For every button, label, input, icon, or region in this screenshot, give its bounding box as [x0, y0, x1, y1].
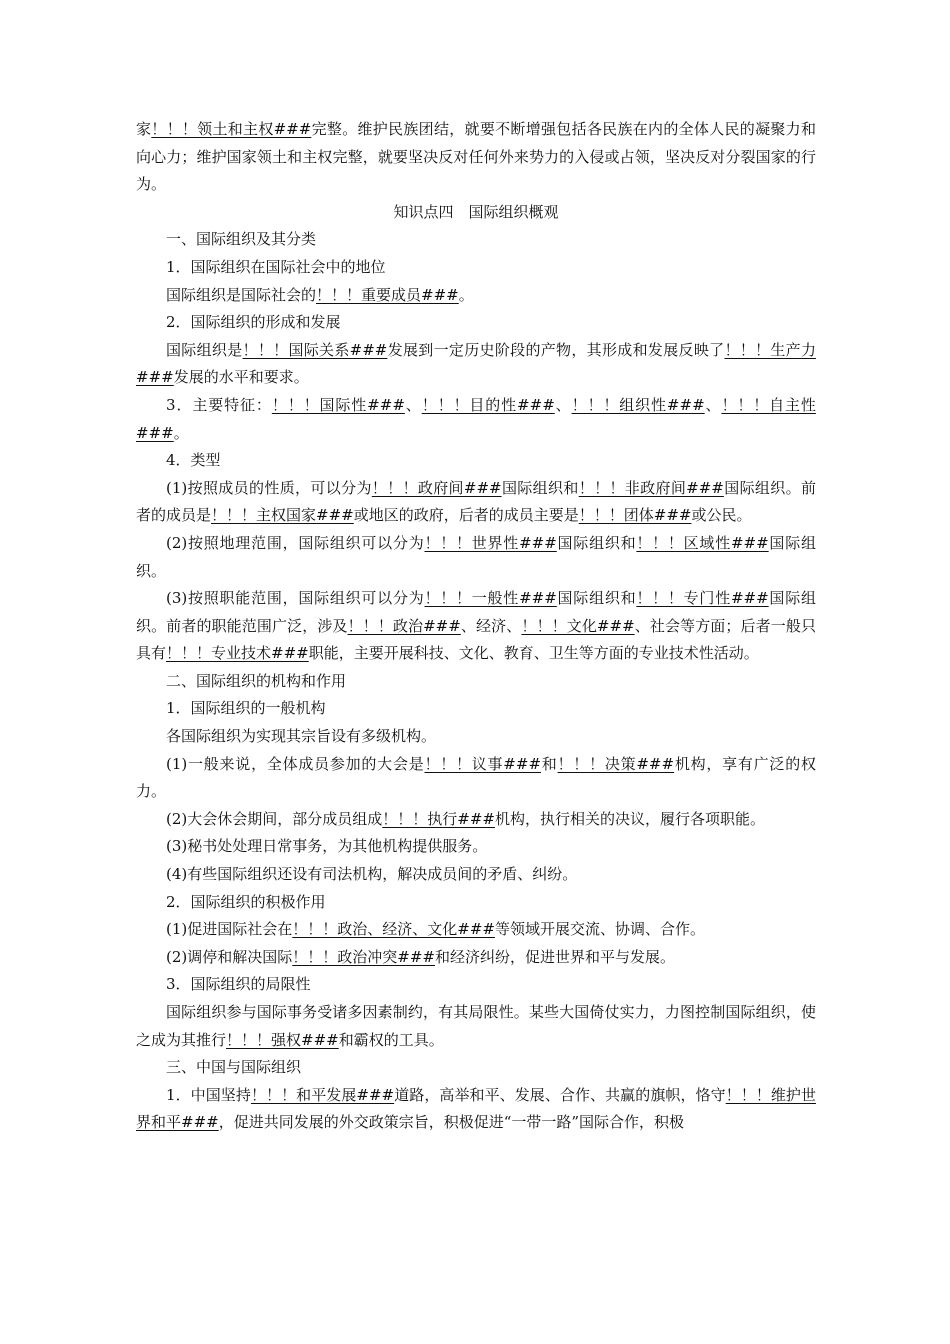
fill-in-blank-answer: ！！！世界性### — [424, 533, 557, 552]
text-run: 、经济、 — [460, 616, 522, 635]
text-run: 一、国际组织及其分类 — [166, 230, 317, 249]
paragraph — [136, 116, 816, 199]
paragraph — [136, 447, 816, 475]
text-run: 道路，高举和平、发展、合作、共赢的旗帜，恪守 — [394, 1085, 726, 1104]
text-run: 国际组织和 — [556, 589, 637, 608]
text-run: 国际组织是国际社会的 — [166, 285, 317, 304]
paragraph — [136, 1054, 816, 1082]
text-run: 3．国际组织的局限性 — [166, 975, 311, 994]
fill-in-blank-answer: ！！！目的性### — [421, 395, 555, 414]
paragraph — [136, 695, 816, 723]
text-run: 4．类型 — [166, 451, 221, 470]
text-run: 等领域开展交流、协调、合作。 — [494, 920, 705, 939]
fill-in-blank-answer: ！！！团体### — [578, 506, 692, 525]
paragraph — [136, 861, 816, 889]
text-run: (2)按照地理范围，国际组织可以分为 — [166, 533, 425, 552]
paragraph — [136, 199, 816, 227]
paragraph — [136, 833, 816, 861]
paragraph — [136, 475, 816, 530]
paragraph — [136, 585, 816, 668]
fill-in-blank-answer: ！！！政治冲突### — [292, 947, 435, 966]
text-run: 国际组织是 — [166, 340, 243, 359]
text-run: 家 — [136, 120, 152, 138]
text-run: 或公民。 — [691, 506, 752, 525]
paragraph — [136, 889, 816, 917]
fill-in-blank-answer: ！！！生产力### — [136, 340, 816, 387]
fill-in-blank-answer: ！！！政府间### — [371, 478, 502, 497]
text-run: 、 — [404, 395, 422, 414]
text-run: 1．中国坚持 — [166, 1085, 251, 1104]
text-run: 和 — [541, 754, 558, 773]
text-run: ，促进共同发展的外交政策宗旨，积极促进“一带一路”国际合作，积极 — [218, 1113, 685, 1132]
fill-in-blank-answer: ！！！强权### — [226, 1030, 339, 1049]
fill-in-blank-answer: ！！！专门性### — [636, 589, 769, 608]
paragraph — [136, 392, 816, 447]
text-run: 2．国际组织的形成和发展 — [166, 313, 341, 332]
text-run: 、 — [554, 395, 572, 414]
paragraph — [136, 971, 816, 999]
fill-in-blank-answer: ！！！和平发展### — [250, 1085, 395, 1104]
fill-in-blank-answer: ！！！文化### — [521, 616, 635, 635]
fill-in-blank-answer: ！！！领土和主权### — [151, 120, 312, 138]
paragraph — [136, 668, 816, 696]
fill-in-blank-answer: ！！！国际关系### — [242, 340, 388, 359]
text-run: 、 — [704, 395, 722, 414]
text-run: 。 — [458, 285, 474, 304]
text-run: 3．主要特征： — [166, 395, 272, 414]
text-run: (3)秘书处处理日常事务，为其他机构提供服务。 — [166, 837, 488, 856]
fill-in-blank-answer: ！！！执行### — [382, 809, 495, 828]
text-run: 和霸权的工具。 — [338, 1030, 444, 1049]
fill-in-blank-answer: ！！！政治### — [347, 616, 461, 635]
fill-in-blank-answer: ！！！一般性### — [424, 589, 557, 608]
paragraph — [136, 751, 816, 806]
fill-in-blank-answer: ！！！专业技术### — [166, 644, 309, 663]
text-run: (1)促进国际社会在 — [166, 920, 293, 939]
text-run: (2)大会休会期间，部分成员组成 — [166, 809, 383, 828]
paragraph — [136, 530, 816, 585]
paragraph — [136, 999, 816, 1054]
text-run: 国际组织。前者的成员是 — [136, 478, 816, 525]
fill-in-blank-answer: ！！！政治、经济、文化### — [292, 920, 495, 939]
text-run: 。 — [173, 423, 189, 442]
paragraph — [136, 309, 816, 337]
paragraph — [136, 226, 816, 254]
paragraph — [136, 916, 816, 944]
text-run: 或地区的政府，后者的成员主要是 — [353, 506, 579, 525]
fill-in-blank-answer: ！！！重要成员### — [316, 285, 459, 304]
fill-in-blank-answer: ！！！议事### — [424, 754, 542, 773]
text-run: 国际组织和 — [501, 478, 579, 497]
text-run: 职能，主要开展科技、文化、教育、卫生等方面的专业技术性活动。 — [308, 644, 759, 663]
text-run: 1．国际组织的一般机构 — [166, 699, 326, 718]
fill-in-blank-answer: ！！！决策### — [557, 754, 675, 773]
text-run: 完整。维护民族团结，就要不断增强包括各民族在内的全体人民的凝聚力和向心力；维护国家领土和主权完整，就要坚决反对任何外来势力的入侵或占领，坚决反对分裂国家的行为。 — [136, 120, 816, 194]
text-run: (1)按照成员的性质，可以分为 — [166, 478, 372, 497]
fill-in-blank-answer: ！！！非政府间### — [578, 478, 724, 497]
text-run: 国际组织参与国际事务受诸多因素制约，有其局限性。某些大国倚仗实力，力图控制国际组织，使之成为其推行 — [136, 1003, 816, 1049]
paragraph — [136, 944, 816, 972]
text-run: 知识点四 国际组织概观 — [393, 202, 559, 221]
fill-in-blank-answer: ！！！国际性### — [271, 395, 405, 414]
text-run: 国际组织。前者的职能范围广泛，涉及 — [136, 589, 816, 635]
fill-in-blank-answer: ！！！维护世界和平### — [136, 1085, 816, 1132]
text-run: 国际组织。 — [136, 533, 816, 580]
text-run: 三、中国与国际组织 — [166, 1058, 302, 1077]
text-run: 、社会等方面；后者一般只具有 — [136, 616, 816, 663]
text-run: 和经济纠纷，促进世界和平与发展。 — [434, 947, 675, 966]
fill-in-blank-answer: ！！！区域性### — [636, 533, 769, 552]
fill-in-blank-answer: ！！！主权国家### — [211, 506, 354, 525]
text-run: 国际组织和 — [556, 533, 637, 552]
paragraph — [136, 337, 816, 392]
paragraph — [136, 254, 816, 282]
fill-in-blank-answer: ！！！组织性### — [571, 395, 705, 414]
text-run: (4)有些国际组织还设有司法机构，解决成员间的矛盾、纠纷。 — [166, 865, 578, 884]
text-run: 1．国际组织在国际社会中的地位 — [166, 257, 386, 276]
paragraph — [136, 1082, 816, 1137]
text-run: 发展的水平和要求。 — [173, 368, 309, 387]
paragraph — [136, 723, 816, 751]
text-run: (1)一般来说，全体成员参加的大会是 — [166, 754, 425, 773]
text-run: 各国际组织为实现其宗旨设有多级机构。 — [166, 727, 437, 746]
text-run: 机构，享有广泛的权力。 — [136, 754, 816, 801]
text-run: (3)按照职能范围，国际组织可以分为 — [166, 589, 425, 608]
text-run: 发展到一定历史阶段的产物，其形成和发展反映了 — [387, 340, 725, 359]
text-run: (2)调停和解决国际 — [166, 947, 293, 966]
text-run: 2．国际组织的积极作用 — [166, 892, 326, 911]
document-page — [136, 116, 816, 1137]
text-run: 二、国际组织的机构和作用 — [166, 671, 347, 690]
paragraph — [136, 806, 816, 834]
paragraph — [136, 282, 816, 310]
fill-in-blank-answer: ！！！自主性### — [136, 395, 816, 442]
text-run: 机构，执行相关的决议，履行各项职能。 — [494, 809, 765, 828]
